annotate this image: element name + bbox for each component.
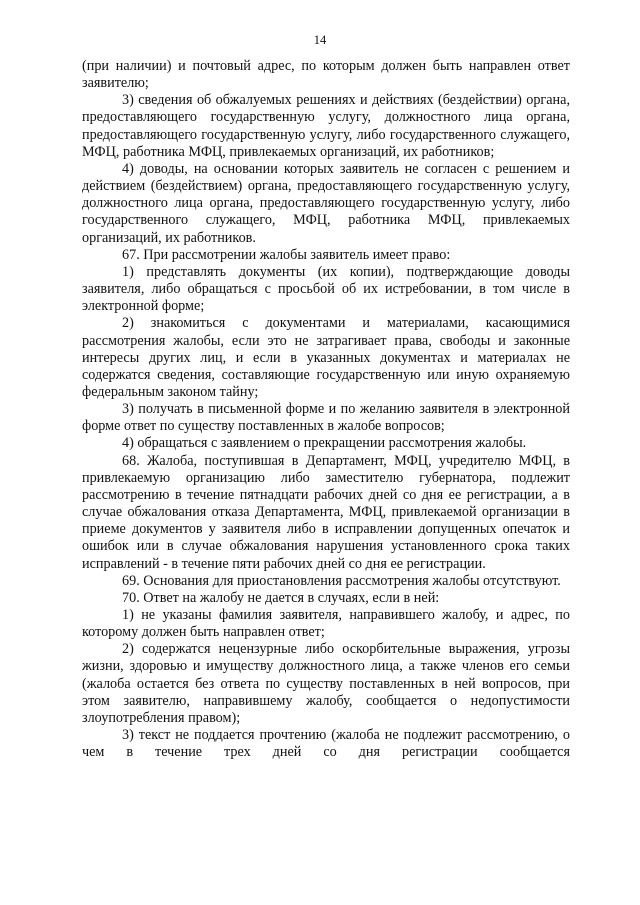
paragraph-70-item-2: 2) содержатся нецензурные либо оскорбительные выражения, угрозы жизни, здоровью и имуществу должностного лица, а также членов его семьи (жалоба остается без ответа по существу поставленных в ней вопросов, при этом заявителю, направившему жалобу, сообщается о недопустимости злоупотребления правом); xyxy=(82,641,570,726)
paragraph-67-heading: 67. При рассмотрении жалобы заявитель имеет право: xyxy=(122,246,451,263)
paragraph-68: 68. Жалоба, поступившая в Департамент, МФЦ, учредителю МФЦ, в привлекаемую организацию либо заместителю губернатора, подлежит рассмотрению в течение пятнадцати рабочих дней со дня ее регистрации, а в случае обжалования отказа Департамента, МФЦ, привлекаемой организации в приеме документов у заявителя либо в исправлении допущенных опечаток и ошибок или в случае обжалования нарушения установленного срока таких исправлений - в течение пяти рабочих дней со дня ее регистрации. xyxy=(82,452,570,572)
paragraph-67-item-4: 4) обращаться с заявлением о прекращении рассмотрения жалобы. xyxy=(122,435,527,452)
page-number: 14 xyxy=(313,33,327,47)
paragraph-70-item-1: 1) не указаны фамилия заявителя, направившего жалобу, и адрес, по которому должен быть направлен ответ; xyxy=(82,607,570,641)
paragraph-67-item-2: 2) знакомиться с документами и материалами, касающимися рассмотрения жалобы, если это не затрагивает права, свободы и законные интересы других лиц, и если в указанных документах и материалах не содержатся сведения, составляющие государственную или иную охраняемую федеральным законом тайну; xyxy=(82,315,570,400)
paragraph-67-item-3: 3) получать в письменной форме и по желанию заявителя в электронной форме ответ по существу поставленных в жалобе вопросов; xyxy=(82,401,570,435)
paragraph-70-item-3: 3) текст не поддается прочтению (жалоба не подлежит рассмотрению, о чем в течение трех дней со дня регистрации сообщается xyxy=(82,727,570,761)
paragraph-70-heading: 70. Ответ на жалобу не дается в случаях, если в ней: xyxy=(122,589,440,606)
document-body xyxy=(82,58,570,761)
paragraph-item-3-decisions: 3) сведения об обжалуемых решениях и действиях (бездействии) органа, предоставляющего государственную услугу, должностного лица органа, предоставляющего государственную услугу, либо государственного служащего, МФЦ, работника МФЦ, привлекаемых организаций, их работников; xyxy=(82,92,570,160)
paragraph-67-item-1: 1) представлять документы (их копии), подтверждающие доводы заявителя, либо обращаться с просьбой об их истребовании, в том числе в электронной форме; xyxy=(82,263,570,315)
paragraph-69: 69. Основания для приостановления рассмотрения жалобы отсутствуют. xyxy=(122,572,561,589)
paragraph-address-continuation: (при наличии) и почтовый адрес, по которым должен быть направлен ответ заявителю; xyxy=(82,58,570,92)
paragraph-item-4-arguments: 4) доводы, на основании которых заявитель не согласен с решением и действием (бездействием) органа, предоставляющего государственную услугу, должностного лица органа, предоставляющего государственную услугу, либо государственного служащего, МФЦ, работника МФЦ, привлекаемых организаций, их работников. xyxy=(82,160,570,246)
